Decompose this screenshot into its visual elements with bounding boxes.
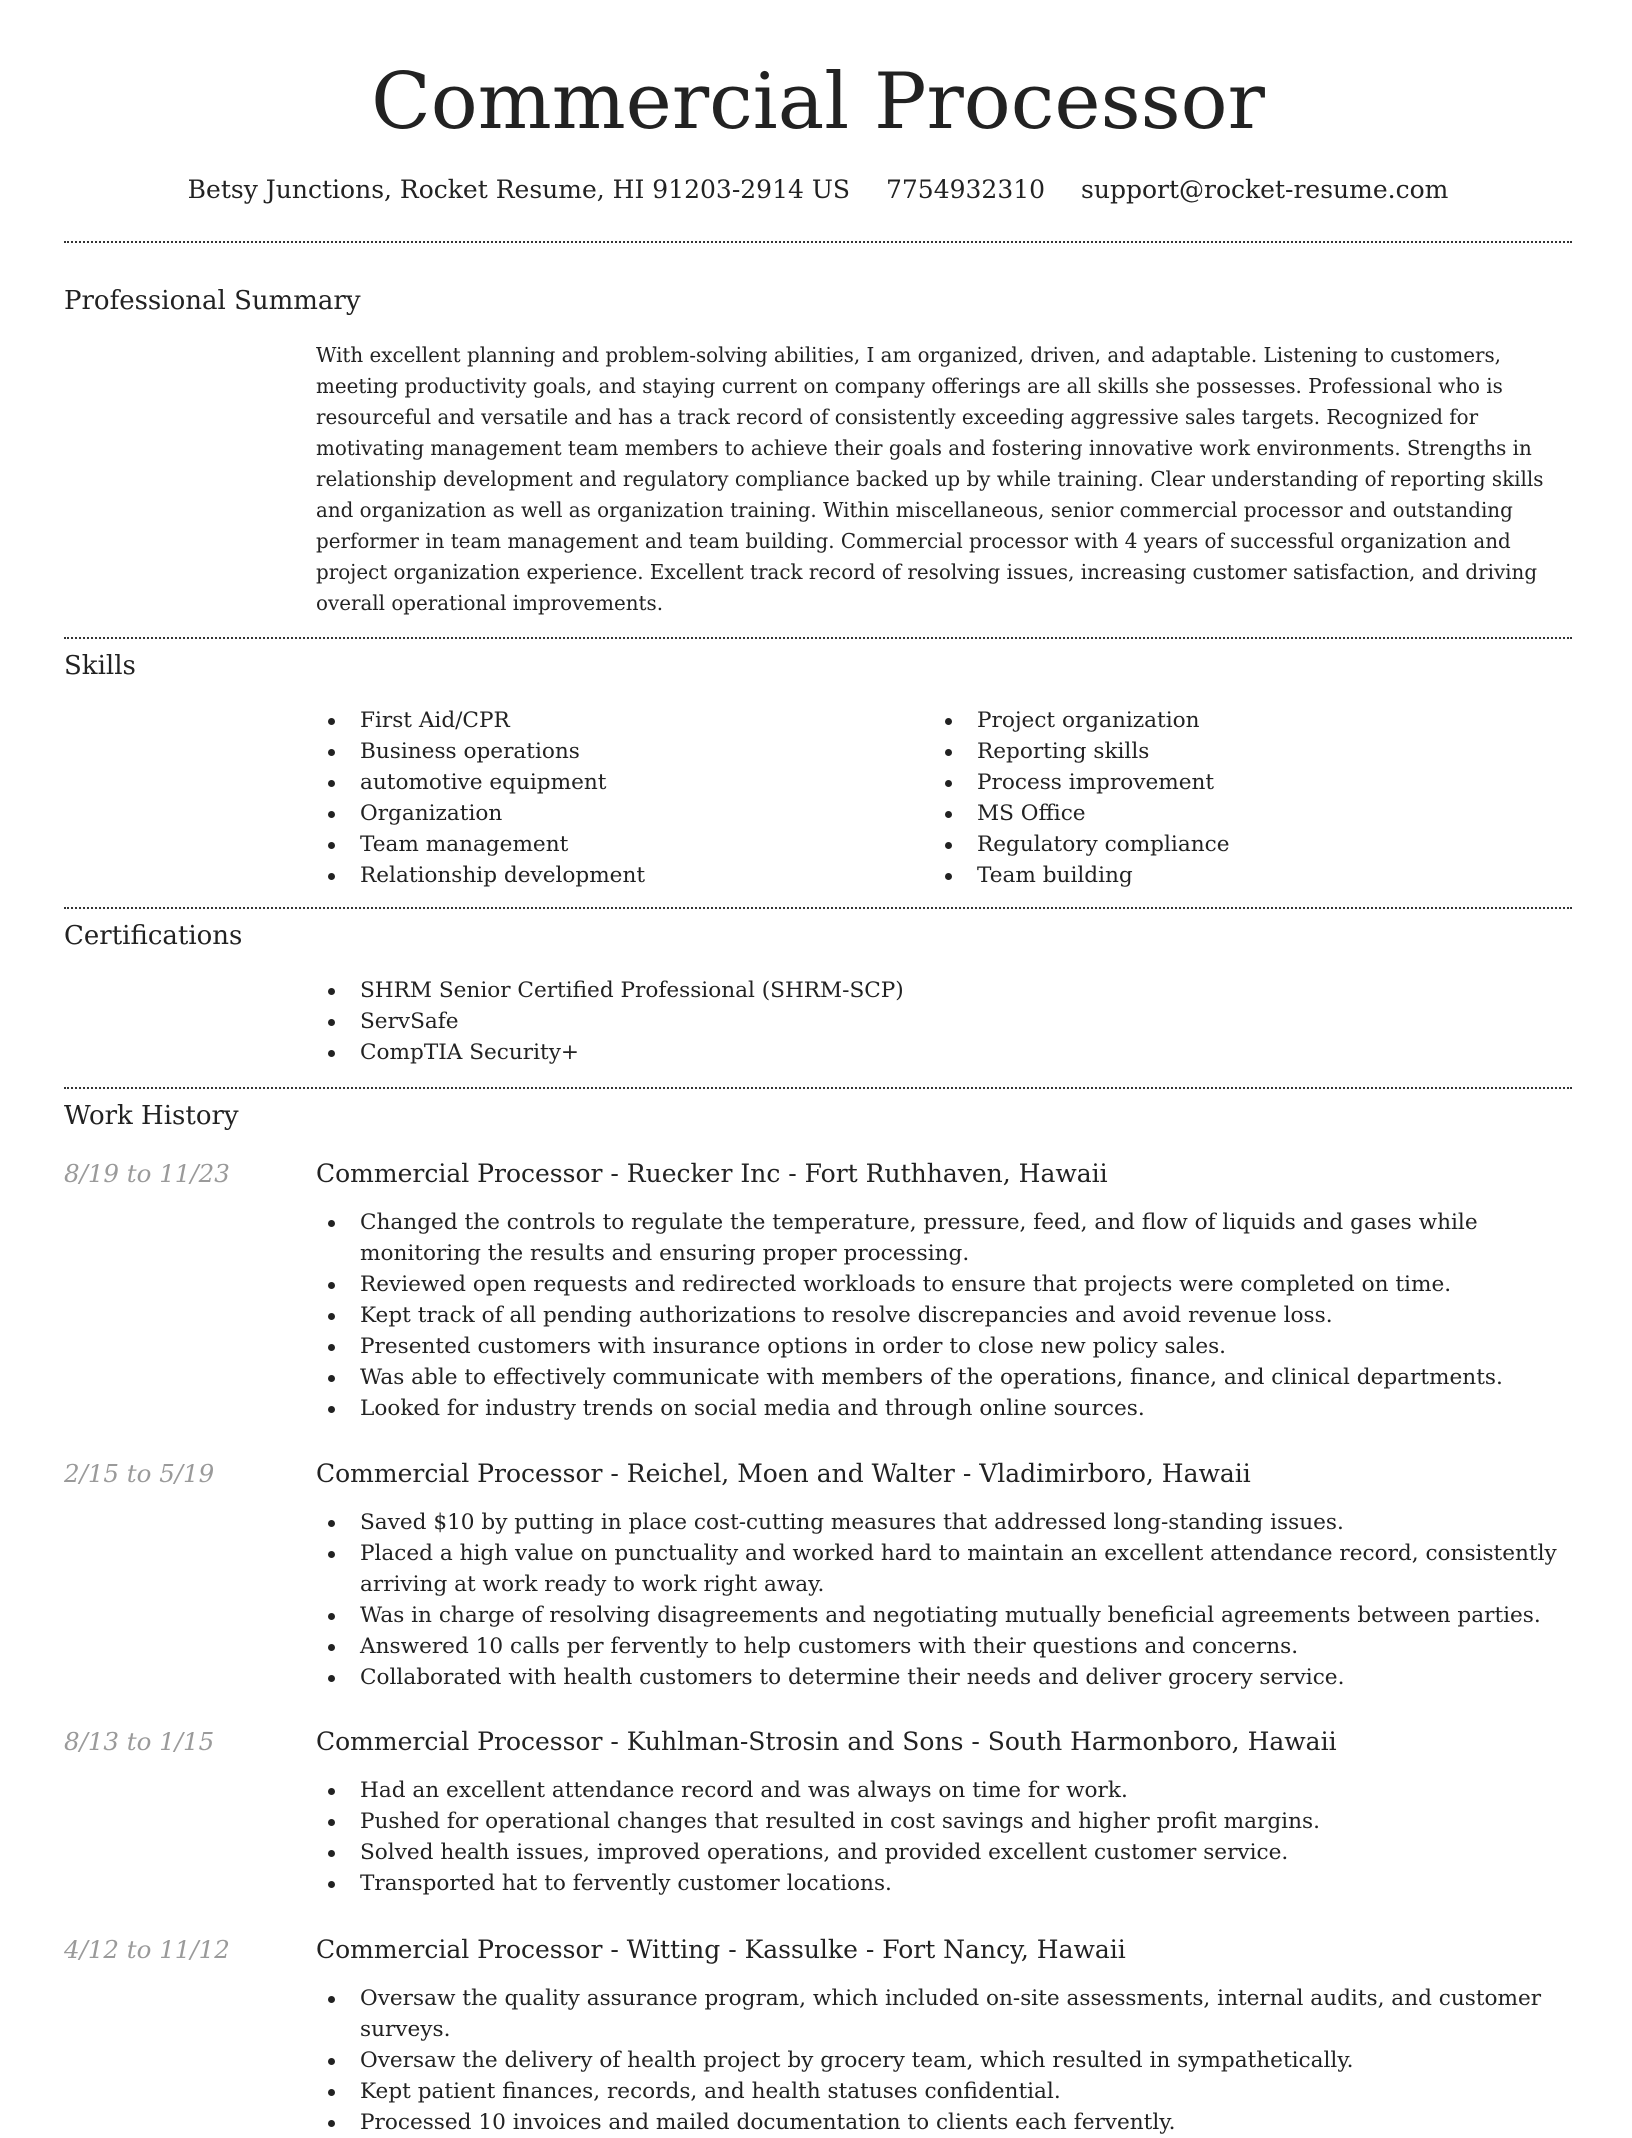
section-divider xyxy=(64,1087,1572,1089)
job-bullet: Processed 10 invoices and mailed documentation to clients each fervently. xyxy=(316,2107,1572,2138)
job-title: Commercial Processor - Reichel, Moen and Walter - Vladimirboro, Hawaii xyxy=(316,1459,1251,1488)
section-divider xyxy=(64,637,1572,639)
skill-item: Organization xyxy=(316,798,876,829)
certifications-list xyxy=(316,975,1572,1068)
job-bullet: Kept patient finances, records, and health statuses confidential. xyxy=(316,2076,1572,2107)
summary-heading: Professional Summary xyxy=(64,286,361,316)
work-history-heading: Work History xyxy=(64,1101,239,1131)
job-bullet: Looked for industry trends on social media and through online sources. xyxy=(316,1393,1572,1424)
job-bullets xyxy=(316,1775,1572,1899)
job-bullet: Was able to effectively communicate with members of the operations, finance, and clinical departments. xyxy=(316,1362,1572,1393)
contact-address: Betsy Junctions, Rocket Resume, HI 91203-2914 US xyxy=(187,175,851,204)
job-bullet: Pushed for operational changes that resulted in cost savings and higher profit margins. xyxy=(316,1806,1572,1837)
job-bullet: Answered 10 calls per fervently to help customers with their questions and concerns. xyxy=(316,1631,1572,1662)
contact-line xyxy=(64,172,1572,208)
job-title: Commercial Processor - Kuhlman-Strosin and Sons - South Harmonboro, Hawaii xyxy=(316,1727,1337,1756)
skill-item: Team building xyxy=(933,860,1493,891)
skills-heading: Skills xyxy=(64,651,136,681)
job-bullet: Changed the controls to regulate the temperature, pressure, feed, and flow of liquids and gases while monitoring the results and ensuring proper processing. xyxy=(316,1207,1572,1269)
skill-item: Relationship development xyxy=(316,860,876,891)
skill-item: Regulatory compliance xyxy=(933,829,1493,860)
skills-list-right xyxy=(933,705,1493,891)
job-dates: 8/19 to 11/23 xyxy=(64,1159,230,1188)
skill-item: First Aid/CPR xyxy=(316,705,876,736)
job-bullet: Oversaw the delivery of health project by grocery team, which resulted in sympathetically. xyxy=(316,2045,1572,2076)
job-bullet: Was in charge of resolving disagreements and negotiating mutually beneficial agreements between parties. xyxy=(316,1600,1572,1631)
job-bullets xyxy=(316,1507,1572,1693)
job-bullet: Collaborated with health customers to determine their needs and deliver grocery service. xyxy=(316,1662,1572,1693)
job-bullet: Had an excellent attendance record and was always on time for work. xyxy=(316,1775,1572,1806)
skill-item: Reporting skills xyxy=(933,736,1493,767)
skill-item: Business operations xyxy=(316,736,876,767)
summary-text: With excellent planning and problem-solving abilities, I am organized, driven, and adaptable. Listening to customers, meeting productivity goals, and staying current on company offerings are all skills she possesses. Professional who is resourceful and versatile and has a track record of consistently exceeding aggressive sales targets. Recognized for motivating management team members to achieve their goals and fostering innovative work environments. Strengths in relationship development and regulatory compliance backed up by while training. Clear understanding of reporting skills and organization as well as organization training. Within miscellaneous, senior commercial processor and outstanding performer in team management and team building. Commercial processor with 4 years of successful organization and project organization experience. Excellent track record of resolving issues, increasing customer satisfaction, and driving overall operational improvements. xyxy=(316,343,1544,615)
job-dates: 2/15 to 5/19 xyxy=(64,1459,215,1488)
certification-item: CompTIA Security+ xyxy=(316,1037,1572,1068)
job-dates: 8/13 to 1/15 xyxy=(64,1727,215,1756)
job-bullet: Saved $10 by putting in place cost-cutting measures that addressed long-standing issues. xyxy=(316,1507,1572,1538)
job-bullet: Solved health issues, improved operations, and provided excellent customer service. xyxy=(316,1837,1572,1868)
contact-email: support@rocket-resume.com xyxy=(1081,175,1449,204)
job-title: Commercial Processor - Ruecker Inc - Fort Ruthhaven, Hawaii xyxy=(316,1159,1108,1188)
job-bullets xyxy=(316,1983,1572,2138)
job-bullet: Presented customers with insurance options in order to close new policy sales. xyxy=(316,1331,1572,1362)
section-divider xyxy=(64,241,1572,243)
job-bullet: Oversaw the quality assurance program, which included on-site assessments, internal audits, and customer surveys. xyxy=(316,1983,1572,2045)
job-bullet: Transported hat to fervently customer locations. xyxy=(316,1868,1572,1899)
job-bullet: Placed a high value on punctuality and worked hard to maintain an excellent attendance record, consistently arriving at work ready to work right away. xyxy=(316,1538,1572,1600)
certifications-heading: Certifications xyxy=(64,921,243,951)
certification-item: ServSafe xyxy=(316,1006,1572,1037)
candidate-name: Commercial Processor xyxy=(371,57,1265,147)
job-bullet: Kept track of all pending authorizations to resolve discrepancies and avoid revenue loss. xyxy=(316,1300,1572,1331)
job-bullet: Reviewed open requests and redirected workloads to ensure that projects were completed on time. xyxy=(316,1269,1572,1300)
skills-list-left xyxy=(316,705,876,891)
section-divider xyxy=(64,907,1572,909)
skill-item: Process improvement xyxy=(933,767,1493,798)
job-bullets xyxy=(316,1207,1572,1424)
skill-item: Project organization xyxy=(933,705,1493,736)
skill-item: automotive equipment xyxy=(316,767,876,798)
job-dates: 4/12 to 11/12 xyxy=(64,1935,230,1964)
certification-item: SHRM Senior Certified Professional (SHRM-SCP) xyxy=(316,975,1572,1006)
skill-item: Team management xyxy=(316,829,876,860)
job-title: Commercial Processor - Witting - Kassulke - Fort Nancy, Hawaii xyxy=(316,1935,1126,1964)
contact-phone: 7754932310 xyxy=(886,175,1046,204)
skill-item: MS Office xyxy=(933,798,1493,829)
